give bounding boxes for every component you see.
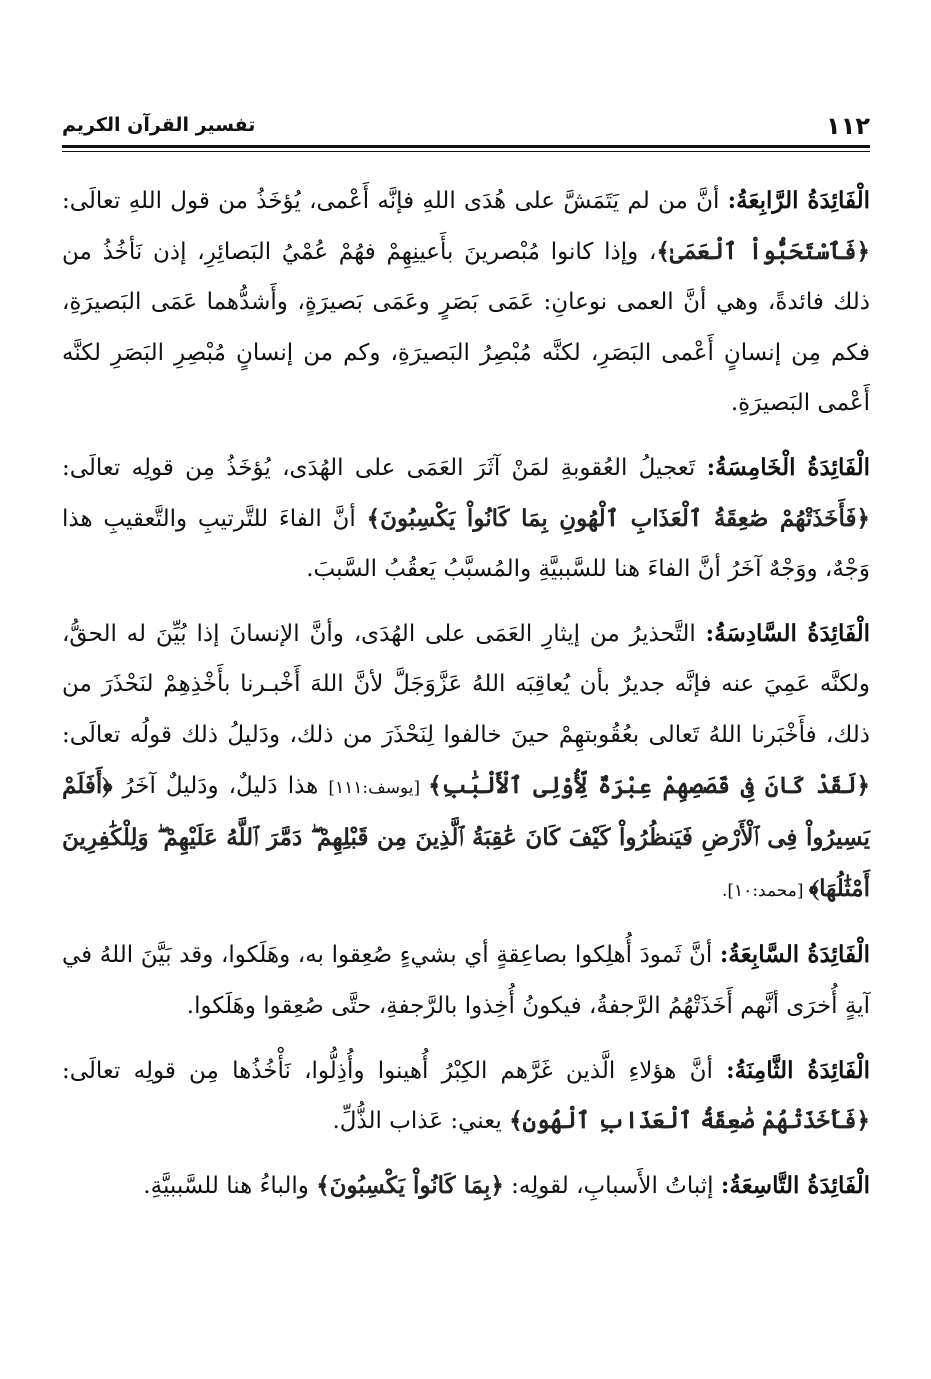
benefit-label: الْفَائِدَةُ الْخَامِسَةُ:	[706, 453, 870, 481]
quran-verse: ﴿أَفَلَمْ يَسِيرُواْ فِى ٱلْأَرْضِ فَيَنظُرُواْ كَيْفَ كَانَ عَٰقِبَةُ ٱلَّذِينَ مِن قَبْلِهِمْ ۖ دَمَّرَ ٱللَّهُ عَلَيْهِمْ ۖ وَلِلْكَٰفِرِينَ أَمْثَٰلُهَا﴾	[62, 771, 870, 902]
paragraph-text: إثباتُ الأَسبابِ، لقولِه:	[503, 1172, 721, 1199]
quran-verse: ﴿لَقَدْ كَانَ فِى قَصَصِهِمْ عِبْرَةٌ لِّأُوْلِى ٱلْأَلْبَٰبِ﴾	[428, 771, 871, 799]
quran-verse: ﴿فَٱسْتَحَبُّواْ ٱلْعَمَىٰ﴾	[656, 237, 871, 265]
book-title: تفسير القرآن الكريم	[62, 114, 256, 136]
benefit-label: الْفَائِدَةُ الرَّابِعَةُ:	[727, 187, 870, 214]
paragraph-benefit-4	[62, 176, 870, 429]
quran-verse: ﴿بِمَا كَانُواْ يَكْسِبُونَ﴾	[316, 1171, 504, 1199]
verse-reference: [يوسف:١١١]	[328, 777, 429, 798]
benefit-label: الْفَائِدَةُ السَّابِعَةُ:	[719, 941, 870, 969]
page-body	[62, 176, 870, 1211]
paragraph-benefit-7	[62, 930, 870, 1031]
paragraph-benefit-8	[62, 1046, 870, 1147]
benefit-label: الْفَائِدَةُ السَّادِسَةُ:	[705, 619, 870, 647]
paragraph-text: ، وإذا كانوا مُبْصرينَ بأَعينِهِمْ فهُمْ عُمْيُ البَصائِرِ، إذن نَأخُذُ من ذلك فائدةً، وهي أنَّ العمى نوعانِ: عَمَى بَصَرٍ وعَمَى بَصيرَةٍ، وأَشدُّهما عَمَى البَصيرَةِ، فكم مِن إنسانٍ أَعْمى البَصَرِ، لكنَّه مُبْصِرُ البَصيرَةِ، وكم من إنسانٍ مُبْصِرِ البَصَرِ لكنَّه أَعْمى البَصيرَةِ.	[62, 238, 870, 417]
quran-verse: ﴿فَأَخَذَتْهُمْ صَٰعِقَةُ ٱلْعَذَابِ ٱلْهُونِ﴾	[509, 1107, 870, 1135]
page-header	[62, 110, 870, 148]
page-number: ١١٢	[826, 112, 870, 140]
paragraph-text: يعني: عَذاب الذُّلِّ.	[332, 1108, 510, 1135]
paragraph-benefit-6	[62, 609, 870, 917]
paragraph-text: هذا دَليلٌ، ودَليلٌ آخَرُ	[112, 772, 329, 799]
benefit-label: الْفَائِدَةُ التَّاسِعَةُ:	[720, 1171, 870, 1199]
paragraph-text: أنَّ هؤلاءِ الَّذين غَرَّهم الكِبْرُ أُهينوا وأُذِلُّوا، نَأْخُذُها مِن قولِه تعالَى:	[62, 1057, 727, 1084]
quran-verse: ﴿فَأَخَذَتْهُمْ صَٰعِقَةُ ٱلْعَذَابِ ٱلْهُونِ بِمَا كَانُواْ يَكْسِبُونَ﴾	[366, 504, 870, 532]
paragraph-text: تَعجيلُ العُقوبةِ لمَنْ آثَرَ العَمَى على الهُدَى، يُؤخَذُ مِن قولِه تعالَى:	[62, 454, 707, 481]
header-rule-thick	[62, 145, 870, 148]
paragraph-text: والباءُ هنا للسَّببيَّةِ.	[143, 1172, 317, 1199]
header-rule-thin	[62, 151, 870, 152]
verse-reference: [محمد:١٠].	[722, 880, 809, 901]
paragraph-text: أنَّ من لم يَتَمَشَّ على هُدَى اللهِ فإنَّه أَعْمى، يُؤخَذُ من قول اللهِ تعالَى:	[62, 188, 728, 214]
paragraph-text: التَّحذيرُ من إيثارِ العَمَى على الهُدَى، وأنَّ الإنسانَ إذا بُيِّنَ له الحقُّ، ولكنَّه عَمِيَ عنه فإنَّه جديرٌ بأن يُعاقِبَه اللهُ عَزَّوَجَلَّ لأنَّ اللهَ أَخْبـرنا بأَخْذِهِمْ لنَحْذَرَ من ذلك، فأَخْبَرنا اللهُ تَعالى بعُقُوبتهِمْ حينَ خالفوا لِنَحْذَرَ من ذلك، ودَليلُ ذلك قولُه تعالَى:	[62, 620, 870, 748]
paragraph-text: أنَّ ثَمودَ أُهلِكوا بصاعِقةٍ أي بشيءٍ صُعِقوا به، وهَلَكوا، وقد بَيَّنَ اللهُ في آيةٍ أُخرَى أنَّهم أَخَذَتْهُمُ الرَّجفةُ، فيكونُ أُخِذوا بالرَّجفةِ، حتَّى صُعِقوا وهَلَكوا.	[62, 942, 870, 1019]
paragraph-text: أنَّ الفاءَ للتَّرتيبِ والتَّعقيبِ هذا وَجْهٌ، ووَجْهٌ آخَرُ أنَّ الفاءَ هنا للسَّببيَّةِ والمُسبَّبُ يَعقُبُ السَّببَ.	[62, 505, 870, 583]
paragraph-benefit-5	[62, 443, 870, 595]
paragraph-benefit-9	[62, 1161, 870, 1212]
benefit-label: الْفَائِدَةُ الثَّامِنَةُ:	[726, 1056, 870, 1084]
